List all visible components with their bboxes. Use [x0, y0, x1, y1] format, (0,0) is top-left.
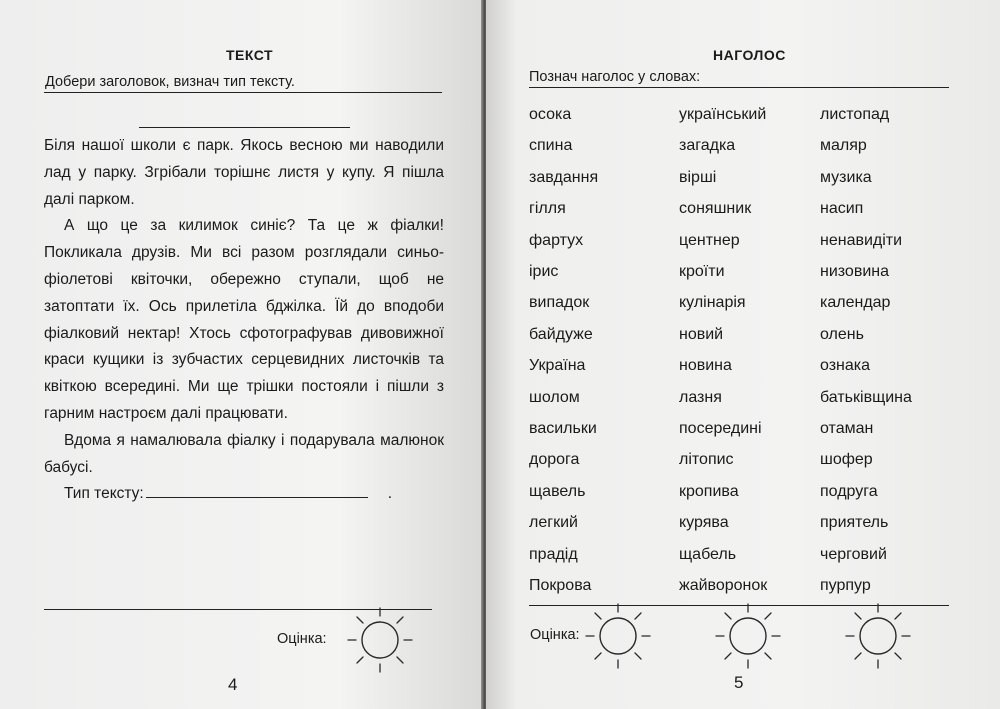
sun-icon[interactable]	[712, 600, 784, 672]
accent-word[interactable]: український	[679, 106, 767, 123]
right-page	[486, 0, 1000, 709]
accent-word[interactable]: музика	[820, 168, 872, 186]
page-title: ТЕКСТ	[226, 47, 274, 63]
accent-word[interactable]: гілля	[529, 200, 566, 218]
accent-word[interactable]: насип	[820, 200, 864, 218]
sun-icon[interactable]	[842, 600, 914, 672]
accent-word[interactable]: щабель	[679, 545, 737, 563]
accent-word[interactable]: фартух	[529, 231, 584, 249]
accent-word[interactable]: завдання	[529, 168, 599, 186]
accent-word[interactable]: подруга	[820, 482, 878, 500]
accent-word[interactable]: осока	[529, 106, 572, 123]
accent-word[interactable]: прадід	[529, 545, 578, 563]
task-instruction: Добери заголовок, визнач тип тексту.	[45, 74, 295, 90]
accent-word[interactable]: ненавидіти	[820, 231, 903, 249]
accent-word[interactable]: календар	[820, 294, 891, 312]
story-paragraph: А що це за килимок синіє? Та це ж фіалки! Покликала друзів. Ми всі разом розглядали синьо-фіолетові квіточки, обережно ступали, щоб не затоптати їх. Ось прилетіла бджілка. Їй до вподоби фіалковий нектар! Хтось сфотографував дивовижної краси кущики із зубчастих серцевидних листочків та квіткою всередині. Ми ще трішки постояли і пішли з гарним настроєм далі працювати.	[44, 217, 444, 422]
accent-word[interactable]: кулінарія	[679, 294, 746, 312]
accent-word[interactable]: байдуже	[529, 325, 593, 343]
accent-word[interactable]: олень	[820, 325, 864, 343]
task-instruction: Познач наголос у словах:	[529, 69, 701, 85]
story-paragraph: Біля нашої школи є парк. Якось весною ми наводили лад у парку. Згрібали торішнє листя у купу. Я пішла далі парком.	[44, 137, 444, 208]
text-type-blank[interactable]	[146, 483, 368, 498]
accent-word[interactable]: шолом	[529, 388, 580, 406]
text-type-label: Тип тексту:	[64, 485, 144, 503]
sun-icon[interactable]	[344, 604, 416, 676]
accent-word[interactable]: курява	[679, 514, 729, 532]
sun-icon[interactable]	[582, 600, 654, 672]
accent-word[interactable]: спина	[529, 137, 573, 155]
accent-word[interactable]: центнер	[679, 231, 740, 249]
accent-word[interactable]: легкий	[529, 514, 578, 532]
accent-word[interactable]: Україна	[529, 357, 586, 375]
accent-word[interactable]: кропива	[679, 482, 739, 500]
accent-word[interactable]: батьківщина	[820, 388, 912, 406]
text-type-end: .	[387, 485, 393, 503]
accent-word[interactable]: вірші	[679, 168, 717, 186]
accent-word[interactable]: посередині	[679, 420, 762, 437]
story-text	[44, 133, 444, 508]
accent-word[interactable]: шофер	[820, 451, 873, 469]
accent-word[interactable]: ознака	[820, 357, 871, 375]
accent-word[interactable]: дорога	[529, 451, 580, 469]
grade-label: Оцінка:	[530, 627, 580, 643]
accent-word[interactable]: новий	[679, 325, 724, 343]
story-paragraph: Вдома я намалювала фіалку і подарувала малюнок бабусі.	[44, 431, 444, 476]
accent-word[interactable]: листопад	[820, 106, 890, 123]
accent-word[interactable]: черговий	[820, 545, 887, 563]
accent-word[interactable]: васильки	[529, 420, 597, 437]
accent-word[interactable]: Покрова	[529, 577, 592, 594]
page-title: НАГОЛОС	[713, 47, 786, 63]
accent-word[interactable]: випадок	[529, 294, 590, 312]
left-page	[0, 0, 484, 709]
accent-word[interactable]: соняшник	[679, 200, 752, 218]
accent-word[interactable]: низовина	[820, 263, 889, 280]
instruction-underline	[44, 92, 442, 93]
accent-word[interactable]: новина	[679, 357, 732, 375]
accent-word[interactable]: маляр	[820, 137, 867, 155]
page-number: 4	[228, 675, 238, 694]
instruction-underline	[529, 87, 949, 88]
title-blank-line[interactable]	[139, 127, 350, 128]
accent-word[interactable]: ірис	[529, 263, 559, 280]
grade-label: Оцінка:	[277, 631, 327, 647]
text-type-row	[44, 481, 444, 508]
accent-word[interactable]: лазня	[679, 388, 722, 406]
accent-word[interactable]: кроїти	[679, 263, 725, 280]
accent-word[interactable]: жайворонок	[679, 577, 768, 594]
accent-word[interactable]: щавель	[529, 482, 586, 500]
accent-word[interactable]: приятель	[820, 514, 889, 532]
accent-word[interactable]: загадка	[679, 137, 736, 155]
page-number: 5	[734, 673, 744, 692]
accent-word[interactable]: пурпур	[820, 577, 871, 594]
accent-word[interactable]: отаман	[820, 420, 874, 437]
accent-word[interactable]: літопис	[679, 451, 734, 469]
